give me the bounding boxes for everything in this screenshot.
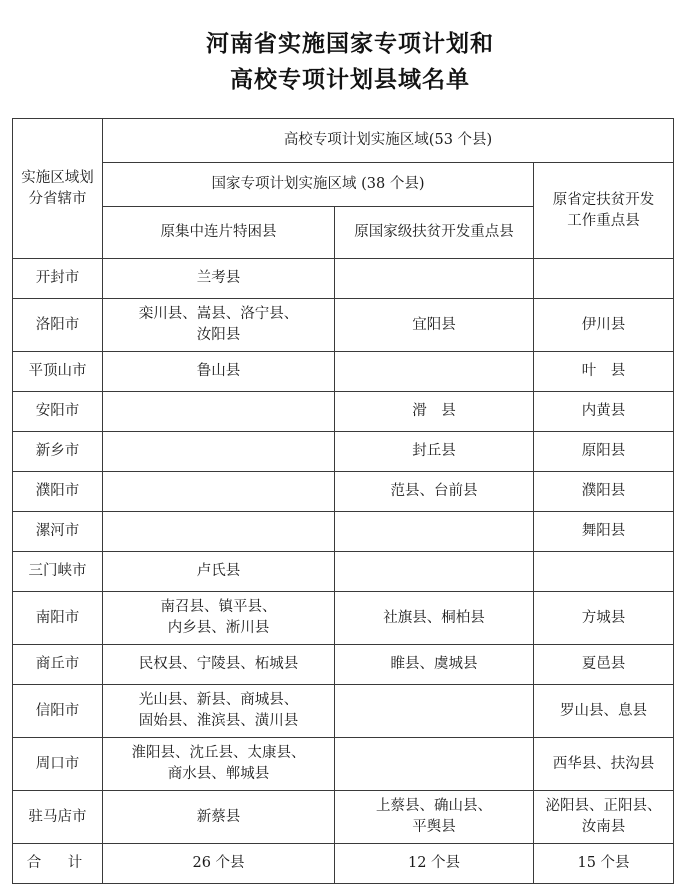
row-provincial-poverty-counties [534,791,674,844]
header-gaoxiao-span: 高校专项计划实施区域(53 个县) [103,119,674,163]
row-provincial-poverty-counties [534,472,674,512]
total-national-poverty: 12 个县 [335,844,534,884]
row-provincial-poverty-counties [534,259,674,299]
row-city-name: 南阳市 [13,592,103,645]
row-national-poverty-counties-line-1: 封丘县 [412,443,456,459]
table-row [13,432,674,472]
row-national-poverty-counties-line-1: 睢县、虞城县 [390,656,478,672]
row-provincial-poverty-counties [534,512,674,552]
total-provincial-poverty: 15 个县 [534,844,674,884]
row-city-name: 濮阳市 [13,472,103,512]
header-provincial-poverty-line-2: 工作重点县 [567,212,640,229]
row-provincial-poverty-counties [534,645,674,685]
table-row [13,352,674,392]
row-contiguous-poor-counties [103,791,335,844]
table-row [13,592,674,645]
header-guojia-span: 国家专项计划实施区域 (38 个县) [103,163,534,207]
row-contiguous-poor-counties [103,352,335,392]
row-national-poverty-counties-line-1: 社旗县、桐柏县 [383,609,485,626]
row-provincial-poverty-counties [534,738,674,791]
row-contiguous-poor-counties-line-1: 淮阳县、沈丘县、太康县、 [131,745,306,761]
row-national-poverty-counties-line-1: 上蔡县、确山县、 [376,798,492,814]
row-provincial-poverty-counties [534,299,674,352]
table-row [13,512,674,552]
row-contiguous-poor-counties-line-1: 栾川县、嵩县、洛宁县、 [138,306,299,322]
row-contiguous-poor-counties [103,392,335,432]
row-contiguous-poor-counties-line-1: 光山县、新县、商城县、 [138,692,299,708]
header-provincial-poverty-col [534,163,674,259]
row-national-poverty-counties-line-2: 平舆县 [412,819,456,835]
row-contiguous-poor-counties-line-1: 民权县、宁陵县、柘城县 [138,656,299,672]
row-city-name: 开封市 [13,259,103,299]
row-contiguous-poor-counties [103,645,335,685]
row-contiguous-poor-counties [103,592,335,645]
row-provincial-poverty-counties [534,685,674,738]
row-city-name: 周口市 [13,738,103,791]
table-row [13,685,674,738]
row-city-name: 驻马店市 [13,791,103,844]
total-contiguous-poor: 26 个县 [103,844,335,884]
table-row [13,738,674,791]
row-national-poverty-counties [335,299,534,352]
row-national-poverty-counties [335,472,534,512]
row-provincial-poverty-counties-line-1: 伊川县 [581,316,626,333]
row-national-poverty-counties [335,592,534,645]
county-table [12,118,674,884]
table-body [13,119,674,259]
row-provincial-poverty-counties-line-1: 夏邑县 [581,656,626,672]
row-contiguous-poor-counties [103,685,335,738]
row-contiguous-poor-counties-line-1: 鲁山县 [196,363,241,379]
table-row [13,259,674,299]
page-title-line-1: 河南省实施国家专项计划和 [206,30,494,57]
row-national-poverty-counties-line-1: 滑 县 [412,403,456,419]
county-table-container [12,118,673,884]
row-contiguous-poor-counties [103,432,335,472]
row-contiguous-poor-counties [103,259,335,299]
table-row [13,552,674,592]
table-header-row-1 [13,119,674,163]
table-row [13,392,674,432]
row-national-poverty-counties [335,645,534,685]
row-national-poverty-counties-line-1: 宜阳县 [412,316,456,333]
row-city-name: 商丘市 [13,645,103,685]
header-region-city-line-1: 实施区域划 [21,169,94,186]
row-national-poverty-counties [335,552,534,592]
row-national-poverty-counties [335,512,534,552]
row-national-poverty-counties [335,791,534,844]
header-contiguous-poor-col: 原集中连片特困县 [103,207,335,259]
row-contiguous-poor-counties [103,738,335,791]
page-title-line-2: 高校专项计划县域名单 [230,66,470,93]
row-provincial-poverty-counties-line-1: 舞阳县 [581,523,626,539]
row-provincial-poverty-counties-line-1: 内黄县 [581,403,626,419]
row-city-name: 漯河市 [13,512,103,552]
table-total-row [13,844,674,884]
row-city-name: 信阳市 [13,685,103,738]
row-city-name: 安阳市 [13,392,103,432]
header-provincial-poverty-line-1: 原省定扶贫开发 [552,191,655,208]
table-row [13,645,674,685]
row-provincial-poverty-counties-line-1: 罗山县、息县 [560,702,647,719]
page-title [0,0,700,98]
header-region-city-line-2: 分省辖市 [28,190,87,207]
table-row [13,791,674,844]
row-contiguous-poor-counties-line-1: 卢氏县 [196,563,241,579]
row-provincial-poverty-counties [534,352,674,392]
row-provincial-poverty-counties-line-1: 泌阳县、正阳县、 [545,798,662,814]
row-contiguous-poor-counties-line-2: 固始县、淮滨县、潢川县 [138,713,299,729]
row-provincial-poverty-counties [534,592,674,645]
row-city-name: 三门峡市 [13,552,103,592]
header-national-poverty-col: 原国家级扶贫开发重点县 [335,207,534,259]
row-city-name: 洛阳市 [13,299,103,352]
total-label: 合 计 [13,844,103,884]
row-contiguous-poor-counties-line-1: 兰考县 [196,270,241,286]
row-national-poverty-counties-line-1: 范县、台前县 [390,483,478,499]
row-national-poverty-counties [335,259,534,299]
row-provincial-poverty-counties-line-1: 濮阳县 [581,483,626,499]
row-contiguous-poor-counties [103,512,335,552]
row-national-poverty-counties [335,738,534,791]
row-contiguous-poor-counties-line-2: 商水县、郸城县 [167,766,270,782]
row-provincial-poverty-counties [534,432,674,472]
row-national-poverty-counties [335,432,534,472]
row-contiguous-poor-counties [103,472,335,512]
table-row [13,299,674,352]
row-contiguous-poor-counties [103,552,335,592]
row-national-poverty-counties [335,685,534,738]
row-city-name: 平顶山市 [13,352,103,392]
table-row [13,472,674,512]
row-provincial-poverty-counties-line-1: 西华县、扶沟县 [552,755,655,772]
row-contiguous-poor-counties-line-2: 内乡县、淅川县 [167,620,270,636]
row-contiguous-poor-counties-line-1: 南召县、镇平县、 [160,599,277,615]
row-provincial-poverty-counties-line-1: 原阳县 [581,443,626,459]
table-header-row-2 [13,163,674,207]
row-national-poverty-counties [335,352,534,392]
row-provincial-poverty-counties-line-2: 汝南县 [581,819,626,835]
table-data-rows [13,259,674,844]
row-provincial-poverty-counties [534,552,674,592]
header-region-city [13,119,103,259]
row-city-name: 新乡市 [13,432,103,472]
row-provincial-poverty-counties-line-1: 方城县 [581,609,626,626]
row-contiguous-poor-counties-line-1: 新蔡县 [196,808,241,825]
row-contiguous-poor-counties [103,299,335,352]
table-total-body [13,844,674,884]
row-provincial-poverty-counties [534,392,674,432]
row-contiguous-poor-counties-line-2: 汝阳县 [196,327,241,343]
row-provincial-poverty-counties-line-1: 叶 县 [581,363,626,379]
row-national-poverty-counties [335,392,534,432]
